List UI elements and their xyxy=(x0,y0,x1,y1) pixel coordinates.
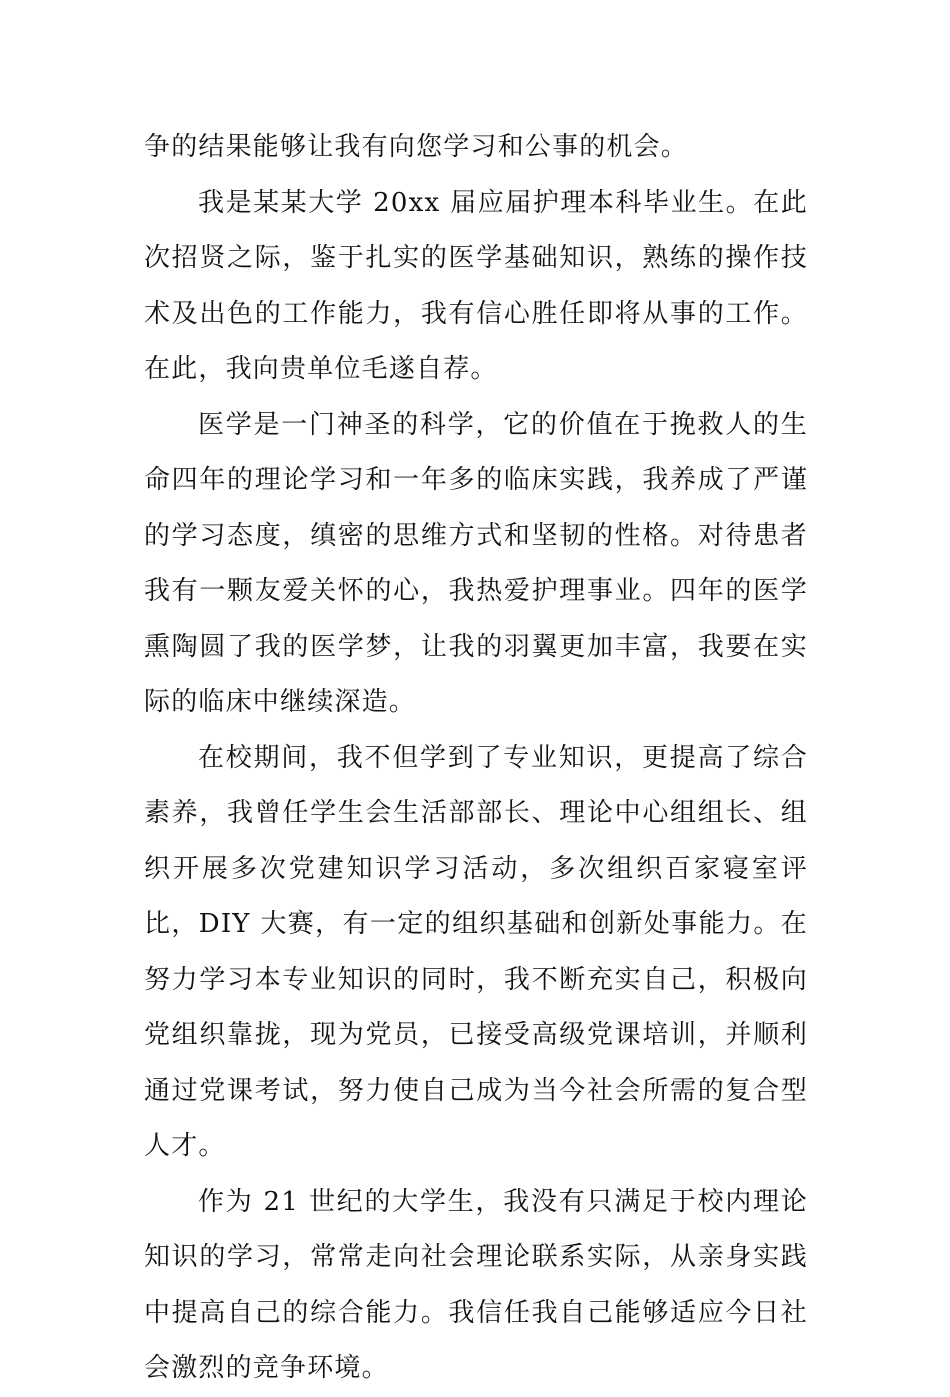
document-body xyxy=(144,120,808,1397)
paragraph-continuation: 争的结果能够让我有向您学习和公事的机会。 xyxy=(144,132,689,162)
paragraph-medical-study: 医学是一门神圣的科学，它的价值在于挽救人的生命四年的理论学习和一年多的临床实践，我养成了严谨的学习态度，缜密的思维方式和坚韧的性格。对待患者我有一颗友爱关怀的心，我热爱护理事业。四年的医学熏陶圆了我的医学梦，让我的羽翼更加丰富，我要在实际的临床中继续深造。 xyxy=(144,409,808,717)
paragraph-campus-activities: 在校期间，我不但学到了专业知识，更提高了综合素养，我曾任学生会生活部部长、理论中心组组长、组织开展多次党建知识学习活动，多次组织百家寝室评比，DIY 大赛，有一定的组织基础和创新处事能力。在努力学习本专业知识的同时，我不断充实自己，积极向党组织靠拢，现为党员，已接受高级党课培训，并顺利通过党课考试，努力使自己成为当今社会所需的复合型人才。 xyxy=(144,742,808,1161)
paragraph-social-practice: 作为 21 世纪的大学生，我没有只满足于校内理论知识的学习，常常走向社会理论联系实际，从亲身实践中提高自己的综合能力。我信任我自己能够适应今日社会激烈的竞争环境。 xyxy=(144,1186,808,1383)
paragraph-introduction: 我是某某大学 20xx 届应届护理本科毕业生。在此次招贤之际，鉴于扎实的医学基础知识，熟练的操作技术及出色的工作能力，我有信心胜任即将从事的工作。在此，我向贵单位毛遂自荐。 xyxy=(144,187,808,384)
